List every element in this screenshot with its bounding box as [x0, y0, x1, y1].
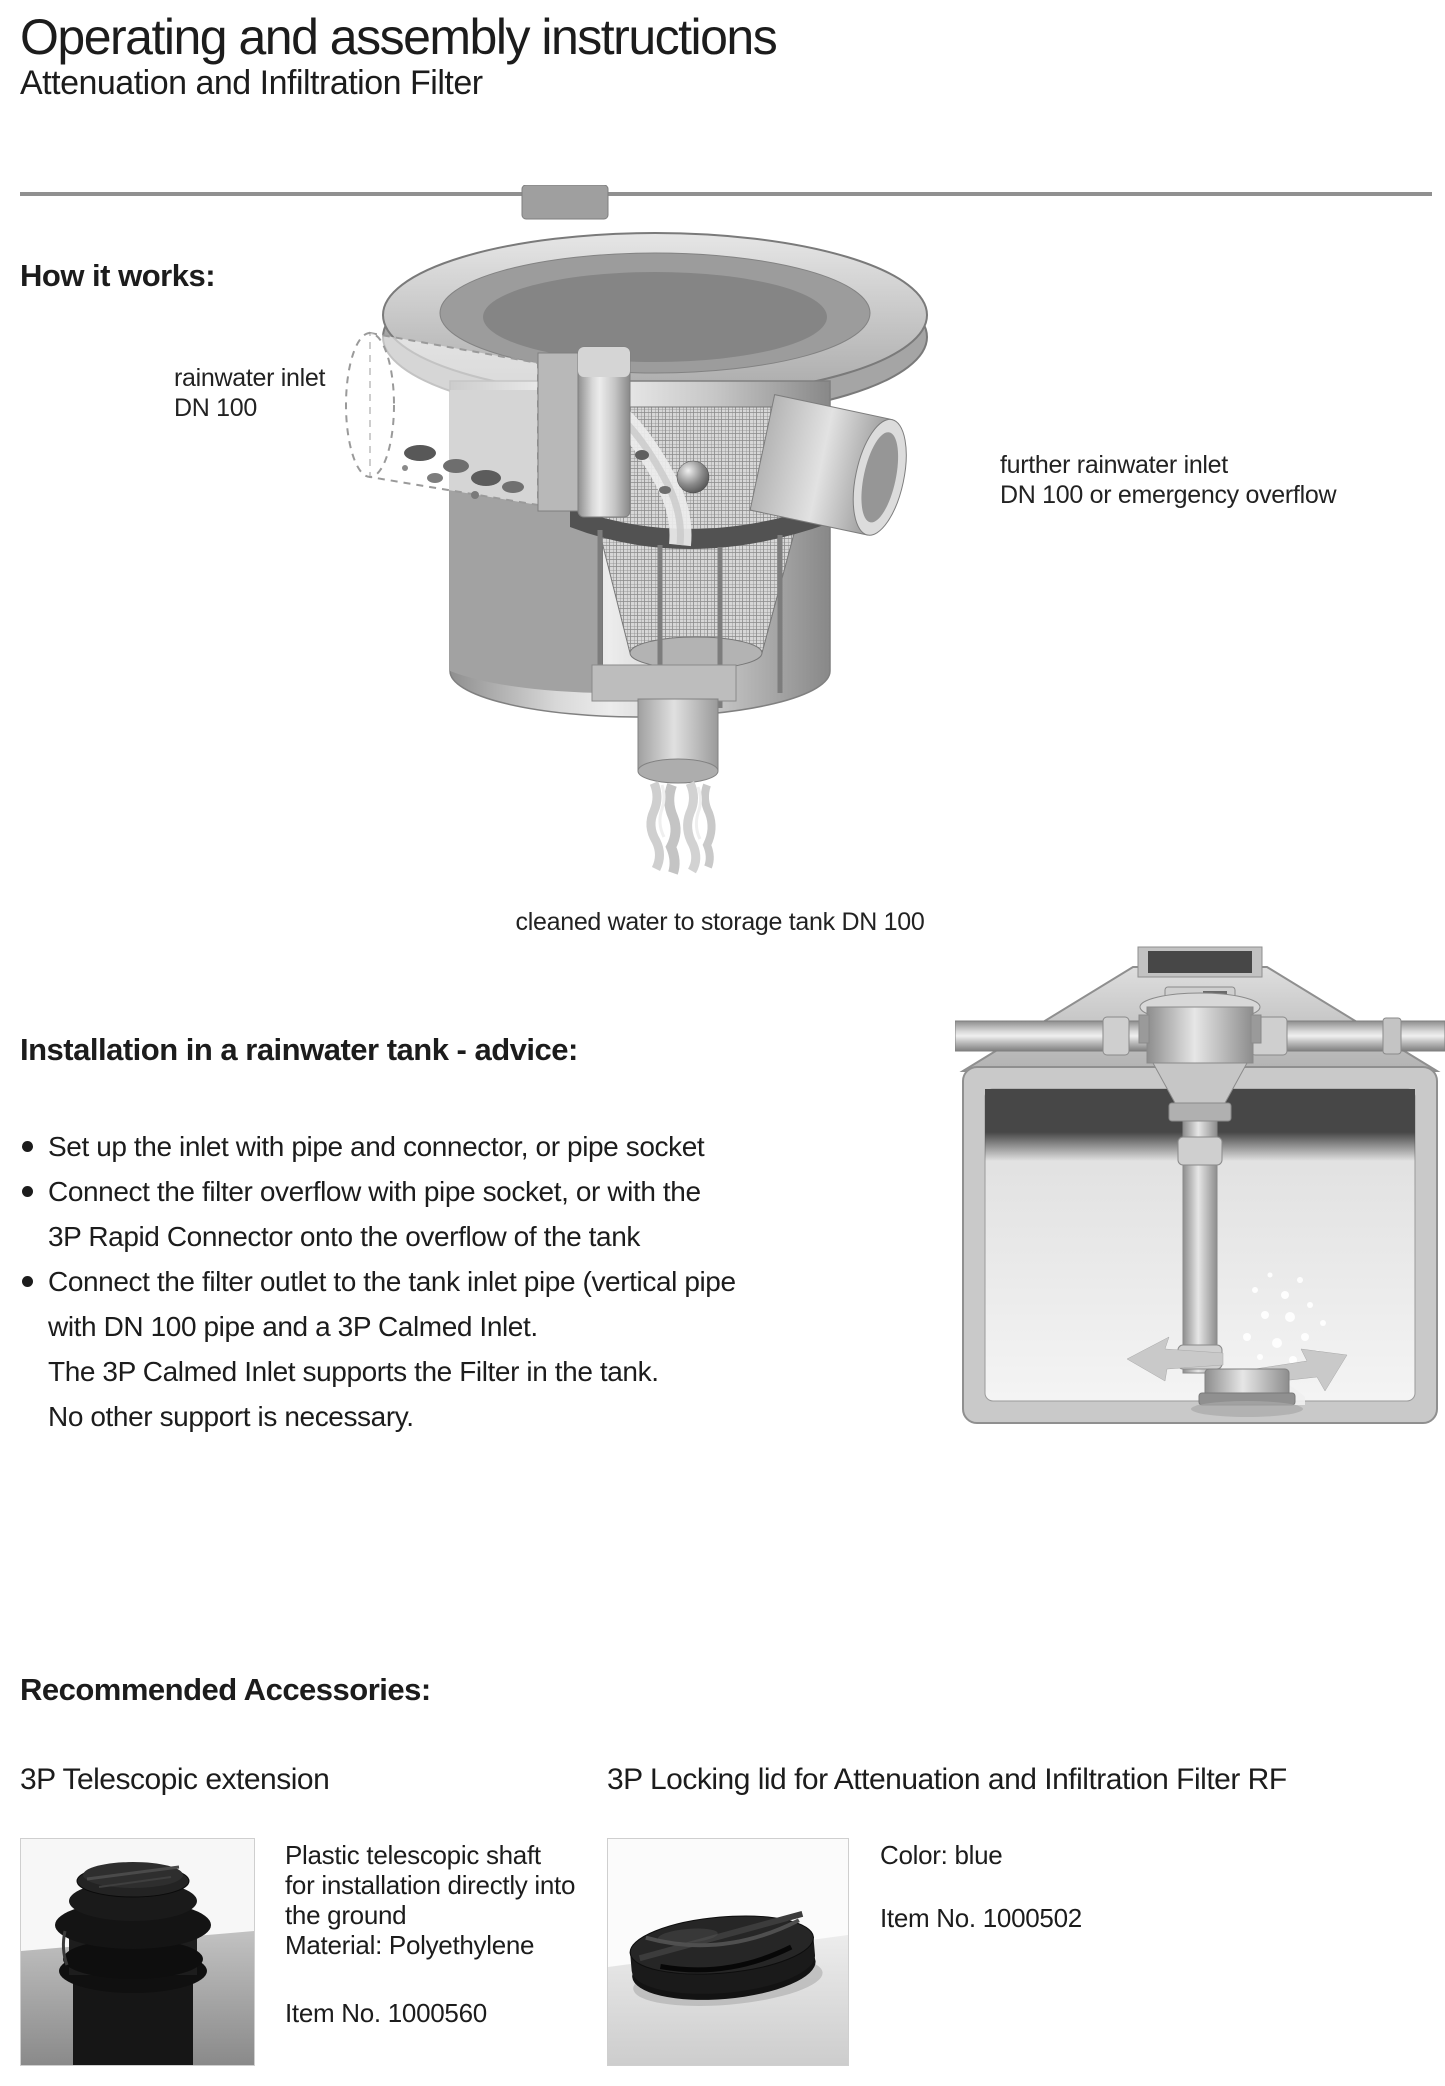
rainwater-inlet-pipe [346, 333, 538, 505]
bullet-line: Connect the filter overflow with pipe socket, or with the [48, 1176, 701, 1207]
description-line: Color: blue [880, 1840, 1003, 1870]
bullet-item [20, 1169, 736, 1259]
page-subtitle: Attenuation and Infiltration Filter [20, 64, 483, 102]
outlet-caption: cleaned water to storage tank DN 100 [515, 908, 925, 936]
accessory-title-locking-lid: 3P Locking lid for Attenuation and Infiltration Filter RF [607, 1763, 1287, 1796]
tank-installation-diagram [955, 945, 1445, 1435]
description-line: Material: Polyethylene [285, 1930, 535, 1960]
telescopic-extension-photo [20, 1838, 255, 2066]
page-title: Operating and assembly instructions [20, 9, 777, 65]
bullet-line: The 3P Calmed Inlet supports the Filter in the tank. [48, 1356, 659, 1387]
bullet-line: Connect the filter outlet to the tank inlet pipe (vertical pipe [48, 1266, 736, 1297]
accessory-title-telescopic: 3P Telescopic extension [20, 1763, 330, 1796]
overflow-label-line1: further rainwater inlet [1000, 451, 1228, 479]
locking-lid-item-number: Item No. 1000502 [880, 1903, 1082, 1933]
description-line: Plastic telescopic shaft [285, 1840, 541, 1870]
filter-cutaway-diagram [270, 185, 930, 885]
how-it-works-heading: How it works: [20, 258, 216, 293]
overflow-label-line2: DN 100 or emergency overflow [1000, 481, 1337, 509]
locking-lid-description [880, 1840, 1002, 1870]
installation-bullet-list [20, 1124, 736, 1439]
inlet-collar [538, 347, 630, 517]
lid-tab [522, 185, 608, 219]
telescopic-item-number: Item No. 1000560 [285, 1998, 487, 2028]
inlet-label [174, 363, 325, 423]
bullet-line: Set up the inlet with pipe and connector, or pipe socket [48, 1131, 705, 1162]
bullet-item [20, 1259, 736, 1439]
bullet-item [20, 1124, 736, 1169]
outlet-water-streams [651, 783, 712, 873]
inlet-label-line2: DN 100 [174, 394, 257, 422]
description-line: the ground [285, 1900, 407, 1930]
bullet-line: 3P Rapid Connector onto the overflow of the tank [48, 1221, 641, 1252]
bullet-line: with DN 100 pipe and a 3P Calmed Inlet. [48, 1311, 538, 1342]
float-ball [677, 461, 709, 493]
bullet-line: No other support is necessary. [48, 1401, 414, 1432]
accessories-heading: Recommended Accessories: [20, 1672, 431, 1707]
installation-heading: Installation in a rainwater tank - advice: [20, 1032, 578, 1067]
inlet-label-line1: rainwater inlet [174, 364, 326, 392]
description-line: for installation directly into [285, 1870, 576, 1900]
locking-lid-photo [607, 1838, 849, 2066]
overflow-label [1000, 450, 1336, 510]
calmed-inlet [1191, 1369, 1303, 1417]
telescopic-description [285, 1840, 575, 1960]
